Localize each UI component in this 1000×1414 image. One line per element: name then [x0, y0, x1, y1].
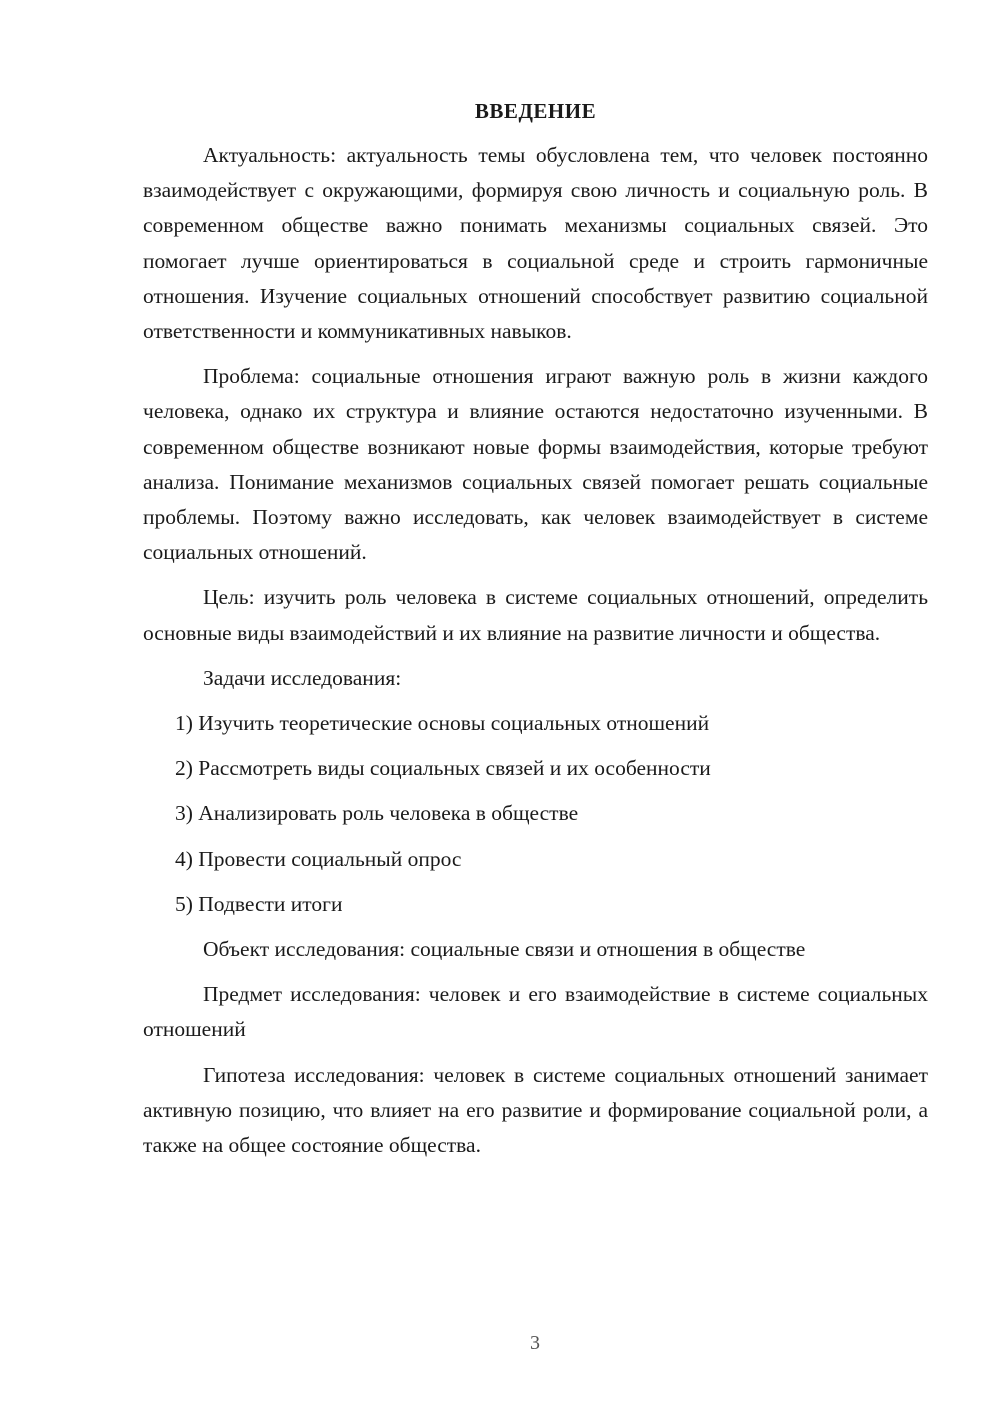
tasks-heading: Задачи исследования:	[203, 665, 402, 690]
task-item: 2) Рассмотреть виды социальных связей и их особенности	[175, 756, 711, 781]
section-title: ВВЕДЕНИЕ	[474, 99, 597, 123]
goal-paragraph: Цель: изучить роль человека в системе социальных отношений, определить основные виды взаимодействий и их влияние на развитие личности и общества.	[143, 585, 928, 645]
task-item: 5) Подвести итоги	[175, 891, 343, 916]
page-number: 3	[530, 1332, 540, 1354]
page-content	[143, 95, 928, 1173]
task-item: 1) Изучить теоретические основы социальных отношений	[175, 711, 710, 736]
problem-paragraph: Проблема: социальные отношения играют важную роль в жизни каждого человека, однако их структура и влияние остаются недостаточно изученными. В современном обществе возникают новые формы взаимодействия, которые требуют анализа. Понимание механизмов социальных связей помогает решать социальные проблемы. Поэтому важно исследовать, как человек взаимодействует в системе социальных отношений.	[143, 364, 928, 565]
tasks-list	[143, 706, 928, 922]
subject-paragraph: Предмет исследования: человек и его взаимодействие в системе социальных отношений	[143, 982, 928, 1042]
relevance-paragraph: Актуальность: актуальность темы обусловлена тем, что человек постоянно взаимодействует с окружающими, формируя свою личность и социальную роль. В современном обществе важно понимать механизмы социальных связей. Это помогает лучше ориентироваться в социальной среде и строить гармоничные отношения. Изучение социальных отношений способствует развитию социальной ответственности и коммуникативных навыков.	[143, 143, 928, 344]
object-paragraph: Объект исследования: социальные связи и отношения в обществе	[203, 937, 806, 962]
task-item: 3) Анализировать роль человека в обществе	[175, 801, 579, 826]
task-item: 4) Провести социальный опрос	[175, 846, 462, 871]
hypothesis-paragraph: Гипотеза исследования: человек в системе социальных отношений занимает активную позицию, что влияет на его развитие и формирование социальной роли, а также на общее состояние общества.	[143, 1062, 928, 1158]
